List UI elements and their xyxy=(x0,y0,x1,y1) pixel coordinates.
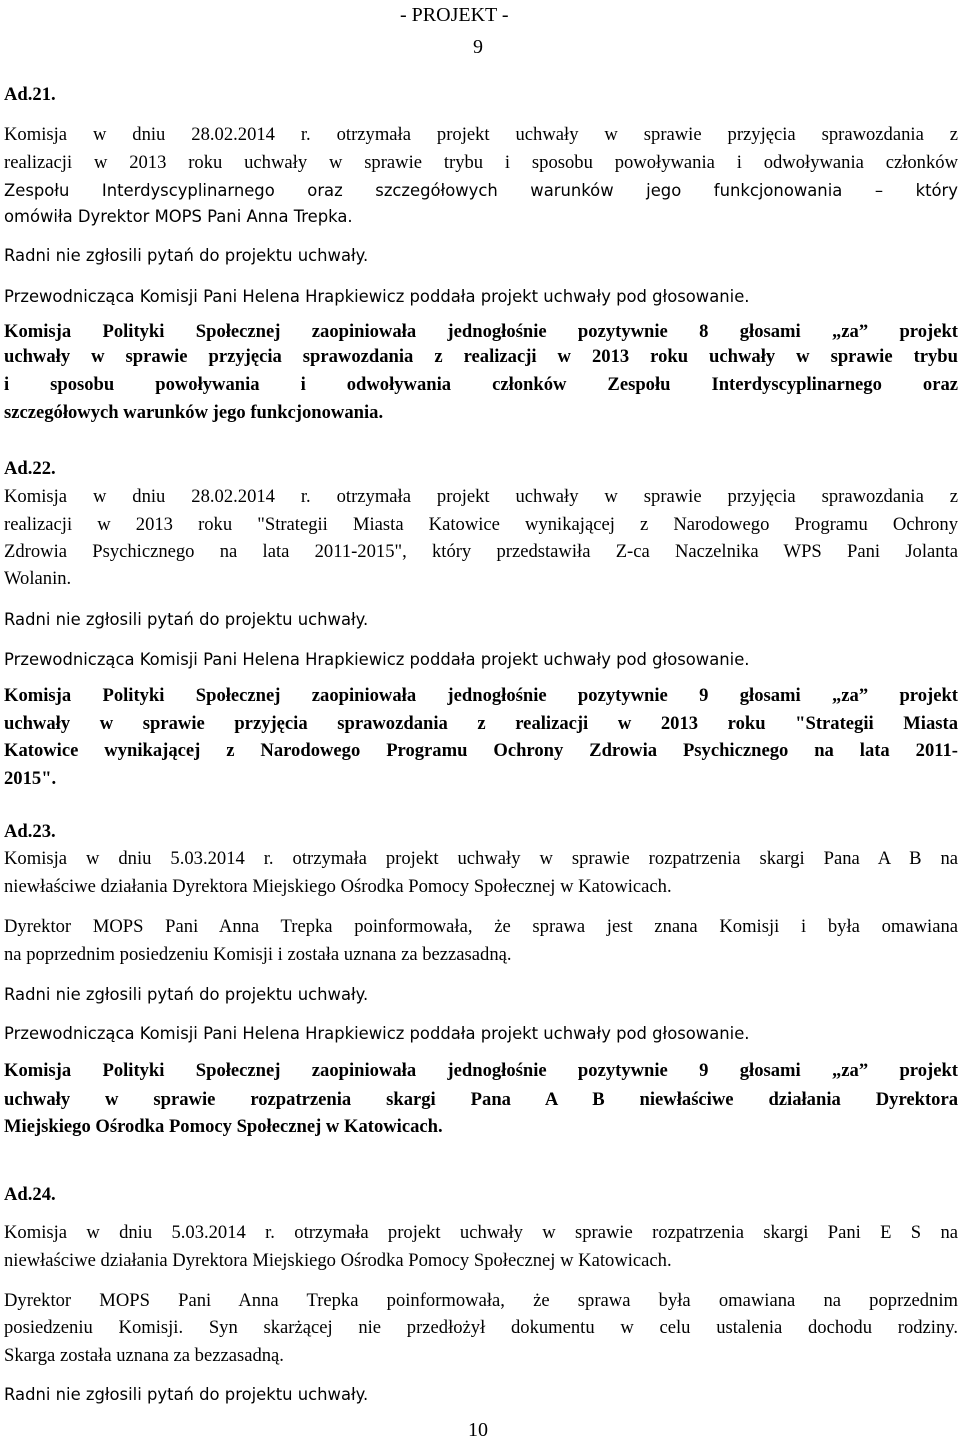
section-label: Ad.22. xyxy=(4,458,56,479)
vote-result-line: uchwały w sprawie rozpatrzenia skargi Pana A B niewłaściwe działania Dyrektora xyxy=(4,1089,958,1110)
paragraph-line: Komisja w dniu 28.02.2014 r. otrzymała projekt uchwały w sprawie przyjęcia sprawozdania z xyxy=(4,486,958,507)
vote-call-line: Przewodnicząca Komisji Pani Helena Hrapkiewicz poddała projekt uchwały pod głosowanie. xyxy=(4,1024,750,1043)
paragraph-line: Skarga została uznana za bezzasadną. xyxy=(4,1345,284,1366)
paragraph-line: niewłaściwe działania Dyrektora Miejskiego Ośrodka Pomocy Społecznej w Katowicach. xyxy=(4,1250,672,1271)
paragraph-line: realizacji w 2013 roku uchwały w sprawie trybu i sposobu powoływania i odwoływania członków xyxy=(4,152,958,173)
no-questions-line: Radni nie zgłosili pytań do projektu uchwały. xyxy=(4,246,369,265)
paragraph-line: posiedzeniu Komisji. Syn skarżącej nie przedłożył dokumentu w celu ustalenia dochodu rodziny. xyxy=(4,1317,958,1338)
paragraph-line: Komisja w dniu 5.03.2014 r. otrzymała projekt uchwały w sprawie rozpatrzenia skargi Pani E S na xyxy=(4,1222,958,1243)
paragraph-line: Dyrektor MOPS Pani Anna Trepka poinformowała, że sprawa jest znana Komisji i była omawiana xyxy=(4,916,958,937)
paragraph-line: Zespołu Interdyscyplinarnego oraz szczegółowych warunków jego funkcjonowania – który xyxy=(4,181,958,200)
paragraph-line: Komisja w dniu 5.03.2014 r. otrzymała projekt uchwały w sprawie rozpatrzenia skargi Pana A B na xyxy=(4,848,958,869)
vote-result-line: 2015". xyxy=(4,768,57,789)
vote-result-line: i sposobu powoływania i odwoływania członków Zespołu Interdyscyplinarnego oraz xyxy=(4,374,958,395)
section-label: Ad.24. xyxy=(4,1184,56,1205)
project-header: - PROJEKT - xyxy=(400,4,509,26)
paragraph-line: na poprzednim posiedzeniu Komisji i została uznana za bezzasadną. xyxy=(4,944,512,965)
no-questions-line: Radni nie zgłosili pytań do projektu uchwały. xyxy=(4,1385,369,1404)
page-number-bottom: 10 xyxy=(468,1419,488,1441)
paragraph-line: Dyrektor MOPS Pani Anna Trepka poinformowała, że sprawa była omawiana na poprzednim xyxy=(4,1290,958,1311)
vote-result-line: szczegółowych warunków jego funkcjonowania. xyxy=(4,402,384,423)
vote-result-line: uchwały w sprawie przyjęcia sprawozdania z realizacji w 2013 roku uchwały w sprawie trybu xyxy=(4,346,958,367)
vote-result-line: Komisja Polityki Społecznej zaopiniowała jednogłośnie pozytywnie 9 głosami „za” projekt xyxy=(4,1060,958,1081)
vote-result-line: uchwały w sprawie przyjęcia sprawozdania z realizacji w 2013 roku "Strategii Miasta xyxy=(4,713,958,734)
section-label: Ad.23. xyxy=(4,821,56,842)
vote-call-line: Przewodnicząca Komisji Pani Helena Hrapkiewicz poddała projekt uchwały pod głosowanie. xyxy=(4,650,750,669)
paragraph-line: Wolanin. xyxy=(4,568,72,589)
vote-call-line: Przewodnicząca Komisji Pani Helena Hrapkiewicz poddała projekt uchwały pod głosowanie. xyxy=(4,287,750,306)
paragraph-line: Komisja w dniu 28.02.2014 r. otrzymała projekt uchwały w sprawie przyjęcia sprawozdania z xyxy=(4,124,958,145)
vote-result-line: Komisja Polityki Społecznej zaopiniowała jednogłośnie pozytywnie 8 głosami „za” projekt xyxy=(4,321,958,342)
section-label: Ad.21. xyxy=(4,84,56,105)
paragraph-line: omówiła Dyrektor MOPS Pani Anna Trepka. xyxy=(4,207,353,226)
paragraph-line: Zdrowia Psychicznego na lata 2011-2015", który przedstawiła Z-ca Naczelnika WPS Pani Jolanta xyxy=(4,541,958,562)
vote-result-line: Komisja Polityki Społecznej zaopiniowała jednogłośnie pozytywnie 9 głosami „za” projekt xyxy=(4,685,958,706)
vote-result-line: Miejskiego Ośrodka Pomocy Społecznej w Katowicach. xyxy=(4,1116,443,1137)
paragraph-line: realizacji w 2013 roku "Strategii Miasta Katowice wynikającej z Narodowego Programu Ochrony xyxy=(4,514,958,535)
no-questions-line: Radni nie zgłosili pytań do projektu uchwały. xyxy=(4,610,369,629)
vote-result-line: Katowice wynikającej z Narodowego Programu Ochrony Zdrowia Psychicznego na lata 2011- xyxy=(4,740,958,761)
no-questions-line: Radni nie zgłosili pytań do projektu uchwały. xyxy=(4,985,369,1004)
paragraph-line: niewłaściwe działania Dyrektora Miejskiego Ośrodka Pomocy Społecznej w Katowicach. xyxy=(4,876,672,897)
page-number-top: 9 xyxy=(473,36,483,58)
